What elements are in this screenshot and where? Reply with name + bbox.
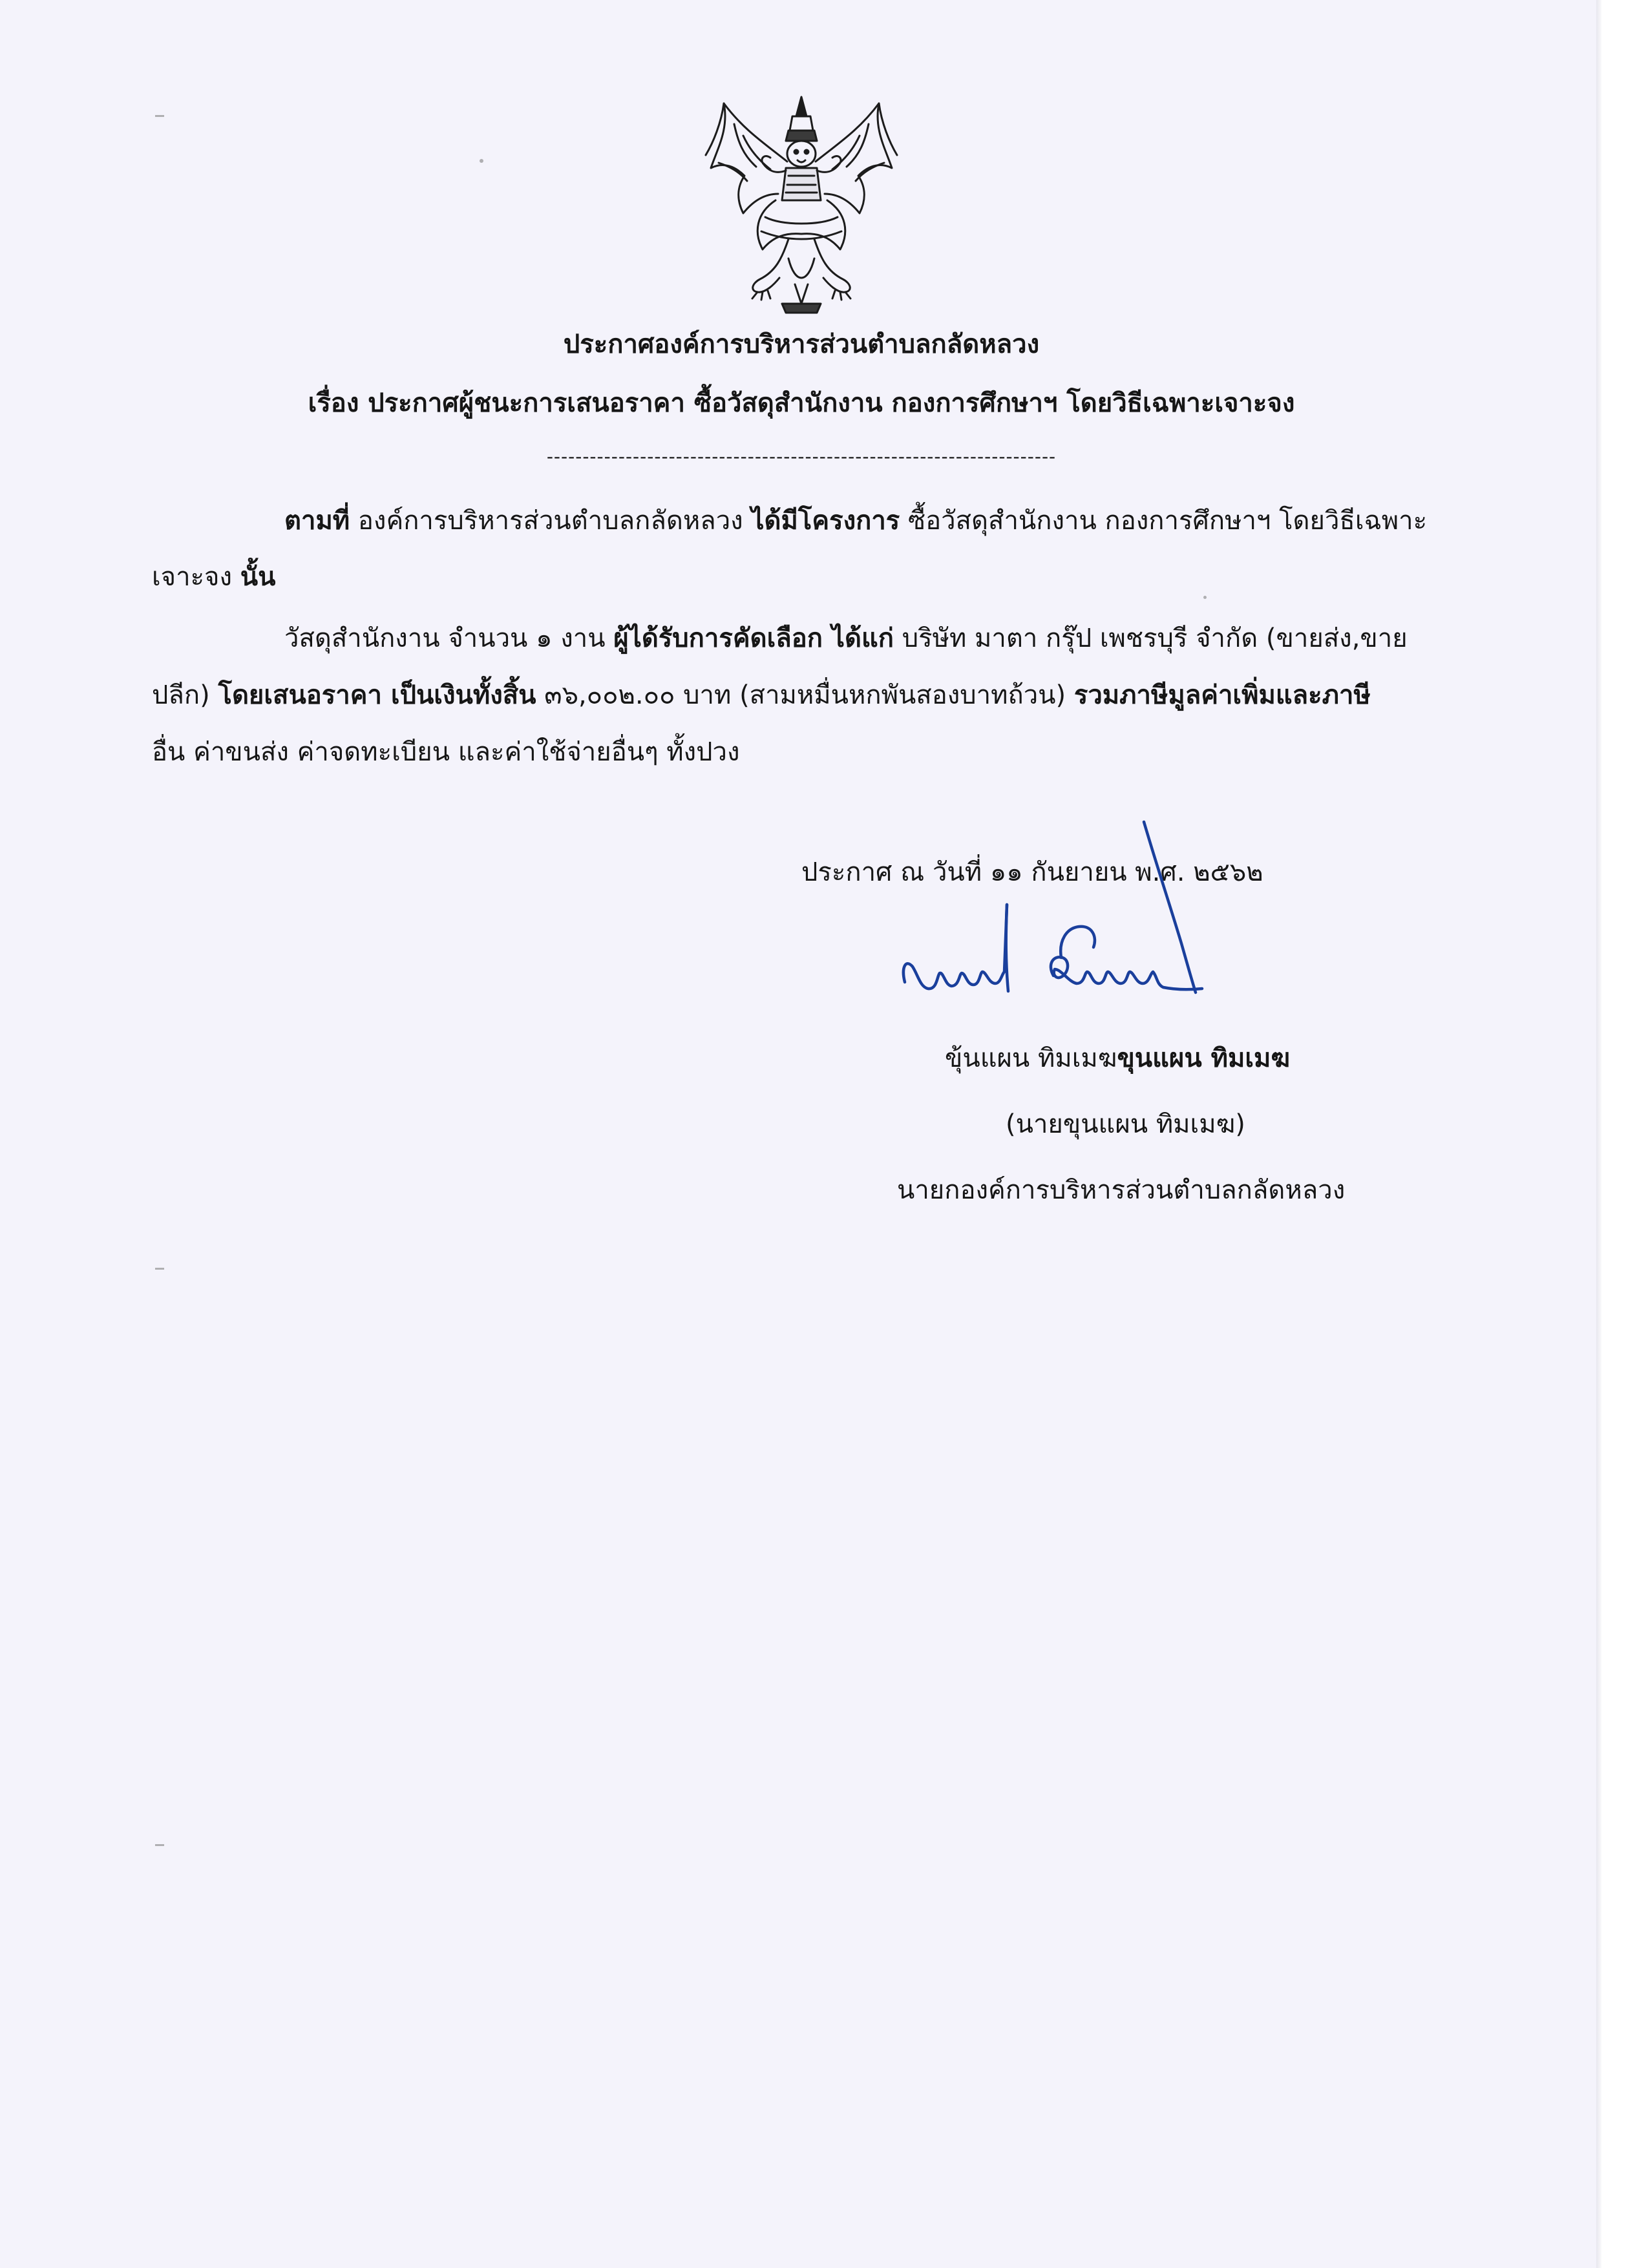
scan-speck [1203,596,1207,599]
paragraph-1-line-2 [152,559,1451,595]
text-bold: ตามที่ [284,506,350,536]
signer-position: นายกองค์การบริหารส่วนตำบลกลัดหลวง [897,1175,1346,1205]
text: ซื้อวัสดุสำนักงาน กองการศึกษาฯ โดยวิธีเฉพาะ [900,506,1428,536]
text-bold: ได้มีโครงการ [751,506,900,536]
scan-speck [480,159,483,163]
scan-speck [155,1844,164,1846]
text: ๓๖,๐๐๒.๐๐ บาท (สามหมื่นหกพันสองบาทถ้วน) [536,680,1074,710]
signer-full-name: (นายขุนแผน ทิมเมฆ) [1006,1109,1245,1139]
text-bold: รวมภาษีมูลค่าเพิ่มและภาษี [1073,680,1371,710]
document-subject [0,385,1603,421]
divider-line: ----------------------------------------------------------------------- [546,446,1057,467]
signer-typed-name-bold: ขุนแผน ทิมเมฆ [1117,1044,1291,1073]
signer-line [945,1040,1290,1076]
subject-label: เรื่อง ประกาศผู้ชนะการเสนอราคา [308,388,685,418]
text-bold: ผู้ได้รับการคัดเลือก ได้แก่ [613,624,894,653]
paragraph-1-line-1 [284,503,1583,539]
date-label: ประกาศ ณ วันที่ [801,857,982,887]
paragraph-2-line-3: อื่น ค่าขนส่ง ค่าจดทะเบียน และค่าใช้จ่ายอื่นๆ ทั้งปวง [152,737,740,767]
scan-margin [1601,0,1648,2268]
date-value: ๑๑ กันยายน พ.ศ. ๒๕๖๒ [982,857,1263,887]
scan-speck [155,1268,164,1270]
text: บริษัท มาตา กรุ๊ป เพชรบุรี จำกัด (ขายส่ง,ขาย [894,624,1408,653]
text: เจาะจง [152,562,240,592]
subject-text: ซื้อวัสดุสำนักงาน กองการศึกษาฯ โดยวิธีเฉพาะเจาะจง [684,388,1295,418]
signer-typed-name: ขุ้นแผน ทิมเมฆ [945,1044,1117,1073]
scan-speck [155,115,164,117]
paragraph-2-line-2 [152,677,1451,713]
text: ปลีก) [152,680,218,710]
paragraph-2-line-1 [284,620,1583,656]
garuda-emblem-icon [698,90,905,323]
text: วัสดุสำนักงาน จำนวน ๑ งาน [284,624,614,653]
text-bold: โดยเสนอราคา เป็นเงินทั้งสิ้น [218,680,536,710]
document-title: ประกาศองค์การบริหารส่วนตำบลกลัดหลวง [563,330,1040,359]
text-bold: นั้น [240,562,276,592]
text: องค์การบริหารส่วนตำบลกลัดหลวง [350,506,752,536]
handwritten-signature [892,814,1254,1027]
